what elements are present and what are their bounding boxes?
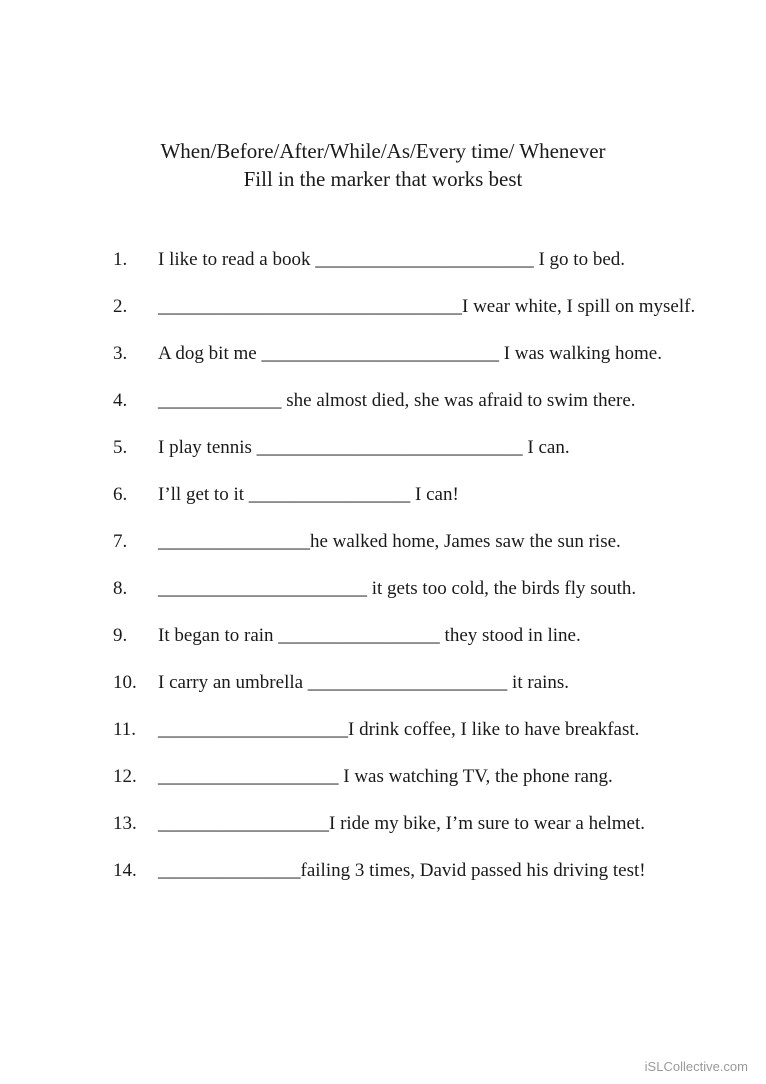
item-number: 13. (113, 813, 137, 834)
item-sentence: It began to rain _________________ they stood in line. (158, 625, 581, 646)
exercise-item (0, 339, 766, 386)
item-number: 9. (113, 625, 128, 646)
item-number: 7. (113, 531, 128, 552)
exercise-item (0, 527, 766, 574)
item-sentence: A dog bit me _________________________ I was walking home. (158, 343, 662, 364)
item-number: 10. (113, 672, 137, 693)
item-number: 11. (113, 719, 137, 740)
item-sentence: I’ll get to it _________________ I can! (158, 484, 459, 505)
item-number: 4. (113, 390, 128, 411)
exercise-item (0, 621, 766, 668)
item-sentence: _______________failing 3 times, David passed his driving test! (158, 860, 646, 881)
item-sentence: ___________________ I was watching TV, the phone rang. (158, 766, 613, 787)
exercise-item (0, 480, 766, 527)
item-sentence: I play tennis ____________________________ I can. (158, 437, 570, 458)
item-number: 2. (113, 296, 128, 317)
item-sentence: ________________________________I wear white, I spill on myself. (158, 296, 696, 317)
item-number: 6. (113, 484, 128, 505)
item-number: 1. (113, 249, 128, 270)
worksheet-title: When/Before/After/While/As/Every time/ Whenever (160, 139, 606, 163)
exercise-item (0, 668, 766, 715)
item-sentence: ______________________ it gets too cold, the birds fly south. (158, 578, 637, 599)
item-sentence: ________________he walked home, James saw the sun rise. (158, 531, 621, 552)
item-sentence: __________________I ride my bike, I’m sure to wear a helmet. (158, 813, 646, 834)
exercise-item (0, 386, 766, 433)
exercise-item (0, 856, 766, 903)
exercise-list (0, 245, 766, 903)
item-number: 8. (113, 578, 128, 599)
site-watermark: iSLCollective.com (644, 1059, 748, 1074)
exercise-item (0, 715, 766, 762)
exercise-item (0, 433, 766, 480)
exercise-item (0, 809, 766, 856)
worksheet-instruction: Fill in the marker that works best (243, 167, 523, 191)
item-number: 12. (113, 766, 137, 787)
exercise-item (0, 762, 766, 809)
exercise-item (0, 292, 766, 339)
item-number: 5. (113, 437, 128, 458)
item-number: 14. (113, 860, 137, 881)
item-sentence: I like to read a book _______________________ I go to bed. (158, 249, 626, 270)
worksheet-header (0, 137, 766, 193)
item-sentence: I carry an umbrella _____________________ it rains. (158, 672, 570, 693)
item-number: 3. (113, 343, 128, 364)
item-sentence: ____________________I drink coffee, I like to have breakfast. (158, 719, 640, 740)
exercise-item (0, 574, 766, 621)
item-sentence: _____________ she almost died, she was afraid to swim there. (158, 390, 636, 411)
exercise-item (0, 245, 766, 292)
